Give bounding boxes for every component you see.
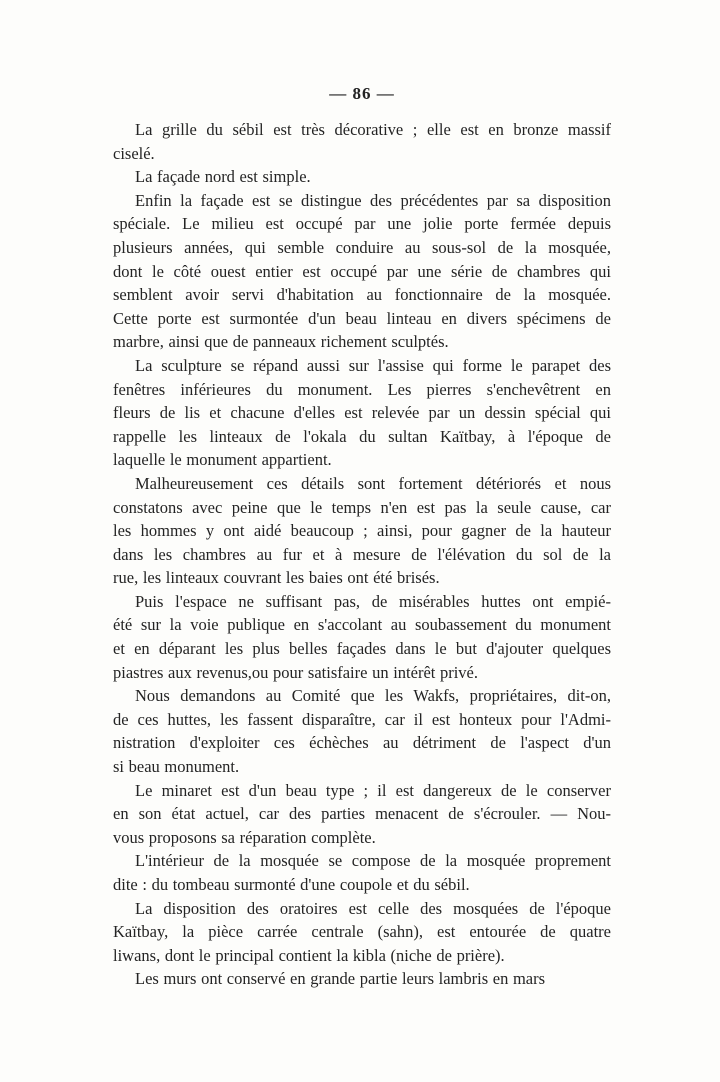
paragraph — [113, 779, 611, 850]
text-line: constatons avec peine que le temps n'en est pas la seule cause, car — [113, 497, 611, 517]
text-line: Le minaret est d'un beau type ; il est dangereux de le conserver — [135, 780, 611, 800]
text-line: La disposition des oratoires est celle des mosquées de l'époque — [135, 898, 611, 918]
text-line: dans les chambres au fur et à mesure de l'élévation du sol de la — [113, 544, 611, 564]
text-line: La sculpture se répand aussi sur l'assise qui forme le parapet des — [135, 355, 611, 375]
text-line: La façade nord est simple. — [135, 167, 311, 187]
text-line: et en déparant les plus belles façades dans le but d'ajouter quelques — [113, 639, 611, 659]
paragraph — [113, 897, 611, 968]
text-line: laquelle le monument appartient. — [113, 450, 332, 470]
text-line: semblent avoir servi d'habitation au fonctionnaire de la mosquée. — [113, 285, 611, 305]
paragraph — [113, 590, 611, 684]
text-line: Malheureusement ces détails sont fortement détériorés et nous — [135, 473, 611, 493]
text-line: été sur la voie publique en s'accolant au soubassement du monument — [113, 615, 611, 635]
text-line: Les murs ont conservé en grande partie leurs lambris en mars — [135, 969, 546, 989]
text-line: dite : du tombeau surmonté d'une coupole et du sébil. — [113, 875, 470, 894]
text-line: Enfin la façade est se distingue des précédentes par sa disposition — [135, 190, 611, 210]
text-line: rappelle les linteaux de l'okala du sultan Kaïtbay, à l'époque de — [113, 426, 611, 446]
page-number: — 86 — — [329, 84, 395, 103]
paragraph — [113, 118, 611, 165]
text-line: nistration d'exploiter ces échèches au détriment de l'aspect d'un — [113, 733, 611, 753]
text-line: rue, les linteaux couvrant les baies ont été brisés. — [113, 568, 440, 588]
text-line: marbre, ainsi que de panneaux richement sculptés. — [113, 332, 449, 352]
text-line: Kaïtbay, la pièce carrée centrale (sahn), est entourée de quatre — [113, 922, 611, 942]
text-line: dont le côté ouest entier est occupé par une série de chambres qui — [113, 261, 611, 281]
paragraph — [113, 967, 611, 991]
text-line: La grille du sébil est très décorative ; elle est en bronze massif — [135, 120, 611, 139]
text-line: L'intérieur de la mosquée se compose de la mosquée proprement — [135, 851, 611, 871]
text-line: les hommes y ont aidé beaucoup ; ainsi, pour gagner de la hauteur — [113, 521, 611, 541]
text-line: fleurs de lis et chacune d'elles est relevée par un dessin spécial qui — [113, 403, 611, 423]
text-line: piastres aux revenus,ou pour satisfaire un intérêt privé. — [113, 662, 479, 682]
text-block — [113, 118, 611, 991]
paragraph — [113, 354, 611, 472]
paragraph — [113, 189, 611, 354]
paragraph — [113, 472, 611, 590]
text-line: en son état actuel, car des parties menacent de s'écrouler. — Nou- — [113, 804, 611, 824]
text-line: si beau monument. — [113, 757, 240, 777]
text-line: Puis l'espace ne suffisant pas, de misérables huttes ont empié- — [135, 591, 611, 611]
text-line: Cette porte est surmontée d'un beau linteau en divers spécimens de — [113, 308, 611, 328]
paragraph — [113, 684, 611, 778]
text-line: ciselé. — [113, 143, 155, 163]
text-line: fenêtres inférieures du monument. Les pierres s'enchevêtrent en — [113, 379, 611, 399]
text-line: plusieurs années, qui semble conduire au sous-sol de la mosquée, — [113, 237, 611, 257]
text-line: vous proposons sa réparation complète. — [113, 827, 376, 847]
paragraph — [113, 849, 611, 896]
text-line: de ces huttes, les fassent disparaître, car il est honteux pour l'Admi- — [113, 709, 611, 729]
text-line: liwans, dont le principal contient la kibla (niche de prière). — [113, 945, 505, 965]
text-line: Nous demandons au Comité que les Wakfs, propriétaires, dit-on, — [135, 686, 611, 706]
text-line: spéciale. Le milieu est occupé par une jolie porte fermée depuis — [113, 214, 611, 234]
paragraph — [113, 165, 611, 189]
